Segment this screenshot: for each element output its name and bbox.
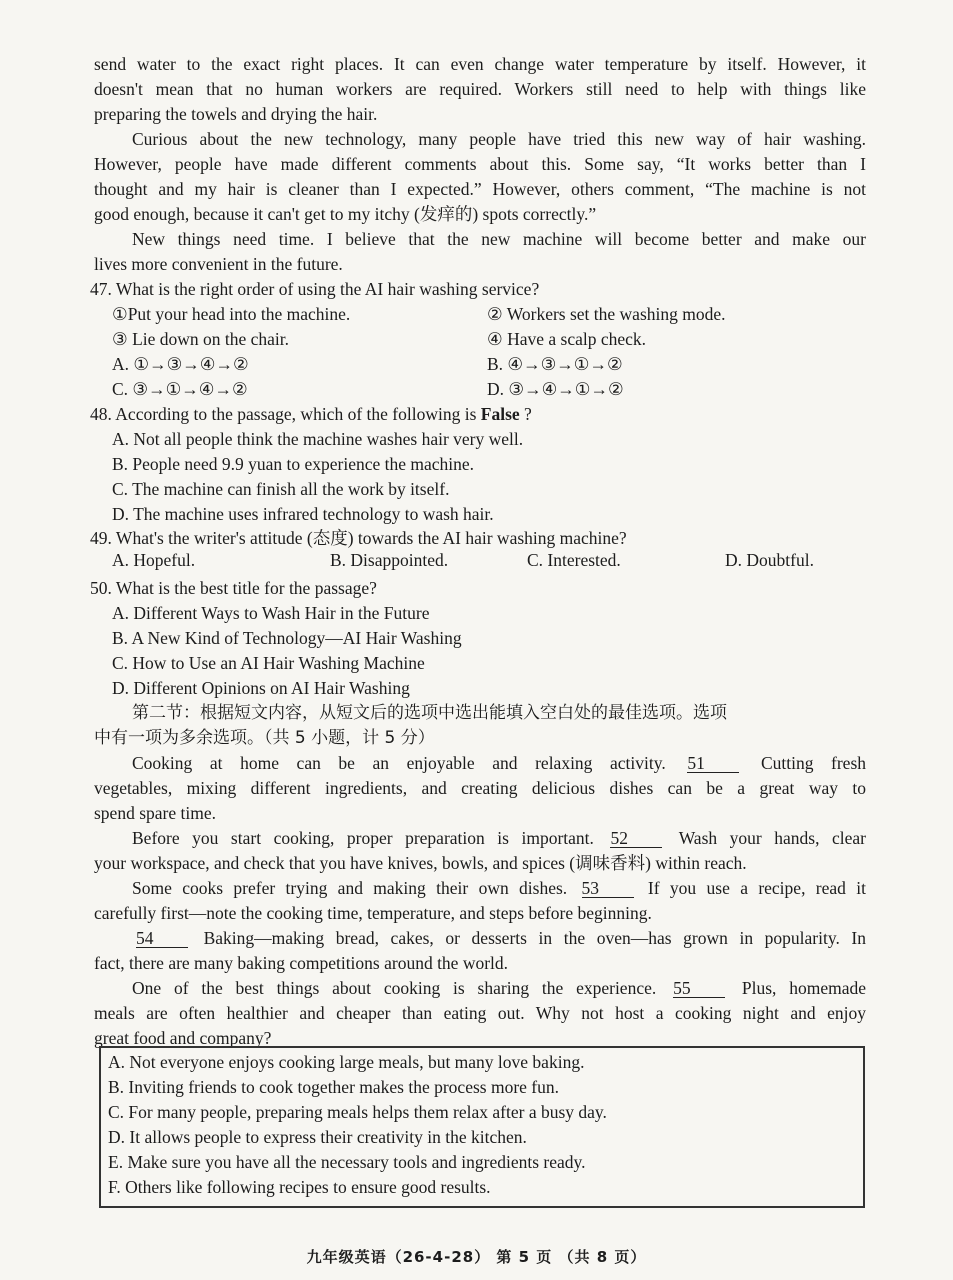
blank-52[interactable]: 52 <box>610 829 662 848</box>
q50-option-c[interactable]: C. How to Use an AI Hair Washing Machine <box>112 653 425 673</box>
choice-f[interactable]: F. Others like following recipes to ensure good results. <box>108 1177 491 1197</box>
choice-b[interactable]: B. Inviting friends to cook together makes the process more fun. <box>108 1077 560 1097</box>
cloze-line: meals are often healthier and cheaper than eating out. Why not host a cooking night and enjoy <box>94 1003 866 1023</box>
section-2-instruction: 中有一项为多余选项。（共 5 小题，计 5 分） <box>94 728 435 748</box>
cloze-line: fact, there are many baking competitions around the world. <box>94 953 509 973</box>
choice-c[interactable]: C. For many people, preparing meals helps them relax after a busy day. <box>108 1102 607 1122</box>
question-47-stem: 47. What is the right order of using the AI hair washing service? <box>90 279 540 299</box>
blank-53[interactable]: 53 <box>582 879 634 898</box>
blank-54[interactable]: 54 <box>136 929 188 948</box>
passage-line: preparing the towels and drying the hair. <box>94 104 378 124</box>
cloze-line: Before you start cooking, proper preparation is important. 52 Wash your hands, clear <box>132 828 866 848</box>
cloze-line: vegetables, mixing different ingredients, and creating delicious dishes can be a great way to <box>94 778 866 798</box>
question-48-stem: 48. According to the passage, which of the following is False ? <box>90 404 532 424</box>
cloze-line: your workspace, and check that you have knives, bowls, and spices (调味香料) within reach. <box>94 853 747 873</box>
passage-line: doesn't mean that no human workers are required. Workers still need to help with things like <box>94 79 866 99</box>
passage-line: However, people have made different comments about this. Some say, “It works better than I <box>94 154 866 174</box>
page-footer: 九年级英语（26-4-28） 第 5 页 （共 8 页） <box>306 1248 647 1266</box>
passage-line: lives more convenient in the future. <box>94 254 343 274</box>
q47-option-a[interactable]: A. ①→③→④→② <box>112 354 249 374</box>
section-2-instruction: 第二节：根据短文内容，从短文后的选项中选出能填入空白处的最佳选项。选项 <box>132 703 727 723</box>
cloze-line: One of the best things about cooking is sharing the experience. 55 Plus, homemade <box>132 978 866 998</box>
q47-option-c[interactable]: C. ③→①→④→② <box>112 379 248 399</box>
q49-option-d[interactable]: D. Doubtful. <box>725 550 814 570</box>
q48-option-b[interactable]: B. People need 9.9 yuan to experience the machine. <box>112 454 475 474</box>
question-49-stem: 49. What's the writer's attitude (态度) towards the AI hair washing machine? <box>90 528 627 548</box>
cloze-line: Some cooks prefer trying and making their own dishes. 53 If you use a recipe, read it <box>132 878 866 898</box>
question-50-stem: 50. What is the best title for the passage? <box>90 578 377 598</box>
choice-d[interactable]: D. It allows people to express their creativity in the kitchen. <box>108 1127 527 1147</box>
q50-option-a[interactable]: A. Different Ways to Wash Hair in the Future <box>112 603 430 623</box>
q50-option-d[interactable]: D. Different Opinions on AI Hair Washing <box>112 678 410 698</box>
q47-item: ①Put your head into the machine. <box>112 304 351 324</box>
cloze-line: Cooking at home can be an enjoyable and relaxing activity. 51 Cutting fresh <box>132 753 866 773</box>
q48-option-c[interactable]: C. The machine can finish all the work by itself. <box>112 479 450 499</box>
q48-option-a[interactable]: A. Not all people think the machine washes hair very well. <box>112 429 524 449</box>
passage-line: thought and my hair is cleaner than I expected.” However, others comment, “The machine is not <box>94 179 866 199</box>
passage-line: send water to the exact right places. It can even change water temperature by itself. However, it <box>94 54 866 74</box>
q47-option-b[interactable]: B. ④→③→①→② <box>487 354 623 374</box>
q47-item: ② Workers set the washing mode. <box>487 304 726 324</box>
blank-55[interactable]: 55 <box>673 979 725 998</box>
q48-option-d[interactable]: D. The machine uses infrared technology to wash hair. <box>112 504 494 524</box>
passage-line: good enough, because it can't get to my itchy (发痒的) spots correctly.” <box>94 204 597 224</box>
q49-option-b[interactable]: B. Disappointed. <box>330 550 449 570</box>
cloze-line: great food and company? <box>94 1028 272 1048</box>
q50-option-b[interactable]: B. A New Kind of Technology—AI Hair Washing <box>112 628 462 648</box>
q49-option-c[interactable]: C. Interested. <box>527 550 621 570</box>
choice-e[interactable]: E. Make sure you have all the necessary tools and ingredients ready. <box>108 1152 586 1172</box>
q47-item: ③ Lie down on the chair. <box>112 329 290 349</box>
cloze-line: carefully first—note the cooking time, temperature, and steps before beginning. <box>94 903 652 923</box>
emphasis-false: False <box>480 404 520 424</box>
passage-line: New things need time. I believe that the new machine will become better and make our <box>132 229 866 249</box>
passage-line: Curious about the new technology, many people have tried this new way of hair washing. <box>132 129 866 149</box>
q47-item: ④ Have a scalp check. <box>487 329 647 349</box>
choice-a[interactable]: A. Not everyone enjoys cooking large meals, but many love baking. <box>108 1052 585 1072</box>
q47-option-d[interactable]: D. ③→④→①→② <box>487 379 624 399</box>
cloze-line: spend spare time. <box>94 803 216 823</box>
q49-option-a[interactable]: A. Hopeful. <box>112 550 196 570</box>
blank-51[interactable]: 51 <box>687 754 739 773</box>
cloze-line: 54 Baking—making bread, cakes, or desserts in the oven—has grown in popularity. In <box>136 928 866 948</box>
